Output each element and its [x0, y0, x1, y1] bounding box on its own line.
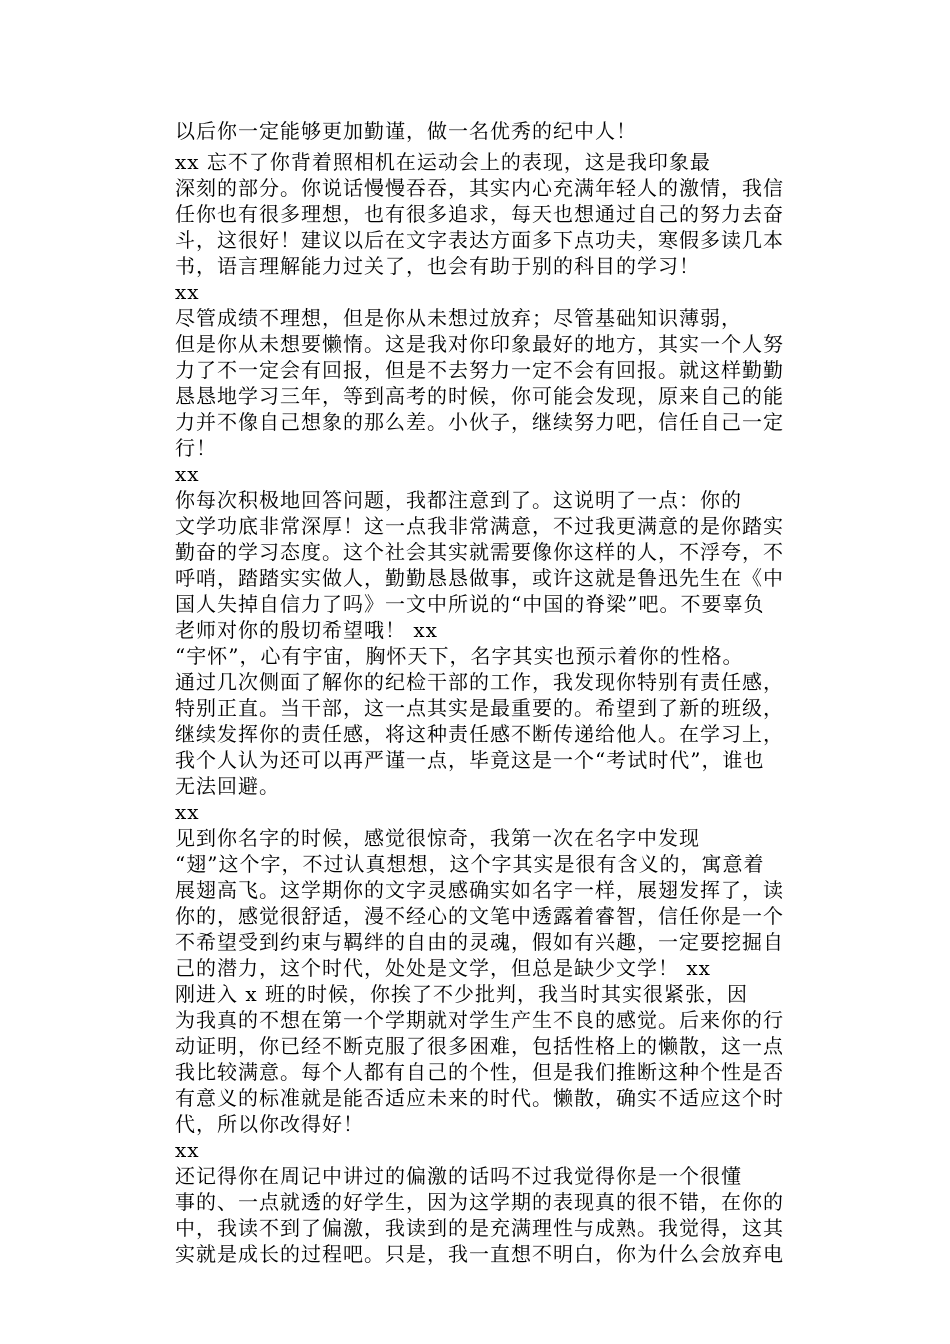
text-line: 力并不像自己想象的那么差。小伙子，继续努力吧，信任自己一定	[175, 410, 784, 434]
text-line: 不希望受到约束与羁绊的自由的灵魂，假如有兴趣，一定要挖掘自	[175, 930, 784, 954]
text-line: xx	[175, 800, 200, 824]
text-line: 还记得你在周记中讲过的偏激的话吗不过我觉得你是一个很懂	[175, 1164, 742, 1188]
text-line: 书，语言理解能力过关了，也会有助于别的科目的学习！	[175, 254, 700, 278]
text-line: 文学功底非常深厚！这一点我非常满意，不过我更满意的是你踏实	[175, 514, 784, 538]
text-line: 中，我读不到了偏激，我读到的是充满理性与成熟。我觉得，这其	[175, 1216, 784, 1240]
text-line: 特别正直。当干部，这一点其实是最重要的。希望到了新的班级，	[175, 696, 784, 720]
text-line: 国人失掉自信力了吗》一文中所说的“中国的脊梁”吧。不要辜负	[175, 592, 765, 616]
text-line: 通过几次侧面了解你的纪检干部的工作，我发现你特别有责任感，	[175, 670, 784, 694]
text-line: xx	[175, 1138, 200, 1162]
text-line: 你每次积极地回答问题，我都注意到了。这说明了一点：你的	[175, 488, 742, 512]
text-line: 继续发挥你的责任感，将这种责任感不断传递给他人。在学习上，	[175, 722, 784, 746]
text-line: 任你也有很多理想，也有很多追求，每天也想通过自己的努力去奋	[175, 202, 784, 226]
text-line: 无法回避。	[175, 774, 280, 798]
text-line: “翅”这个字，不过认真想想，这个字其实是很有含义的，寓意着	[175, 852, 765, 876]
text-line: 恳恳地学习三年，等到高考的时候，你可能会发现，原来自己的能	[175, 384, 784, 408]
text-line: 以后你一定能够更加勤谨，做一名优秀的纪中人！	[175, 119, 637, 143]
text-line: 动证明，你已经不断克服了很多困难，包括性格上的懒散，这一点	[175, 1034, 784, 1058]
text-line: 我个人认为还可以再严谨一点，毕竟这是一个“考试时代”，谁也	[175, 748, 765, 772]
text-line: 老师对你的殷切希望哦！ xx	[175, 618, 438, 642]
text-line: 代，所以你改得好！	[175, 1112, 364, 1136]
text-line: 勤奋的学习态度。这个社会其实就需要像你这样的人，不浮夸，不	[175, 540, 784, 564]
text-line: 呼哨，踏踏实实做人，勤勤恳恳做事，或许这就是鲁迅先生在《中	[175, 566, 784, 590]
text-line: 行！	[175, 436, 217, 460]
text-line: 己的潜力，这个时代，处处是文学，但总是缺少文学！ xx	[175, 956, 711, 980]
text-line: 你的，感觉很舒适，漫不经心的文笔中透露着睿智，信任你是一个	[175, 904, 784, 928]
text-line: 刚进入 x 班的时候，你挨了不少批判，我当时其实很紧张，因	[175, 982, 748, 1006]
text-line: “宇怀”，心有宇宙，胸怀天下，名字其实也预示着你的性格。	[175, 644, 744, 668]
text-line: 展翅高飞。这学期你的文字灵感确实如名字一样，展翅发挥了，读	[175, 878, 784, 902]
text-line: 见到你名字的时候，感觉很惊奇，我第一次在名字中发现	[175, 826, 700, 850]
text-line: 有意义的标准就是能否适应未来的时代。懒散，确实不适应这个时	[175, 1086, 784, 1110]
text-line: 实就是成长的过程吧。只是，我一直想不明白，你为什么会放弃电	[175, 1242, 784, 1266]
text-line: xx	[175, 462, 200, 486]
text-line: 尽管成绩不理想，但是你从未想过放弃；尽管基础知识薄弱，	[175, 306, 742, 330]
text-line: xx	[175, 280, 200, 304]
text-line: 斗，这很好！建议以后在文字表达方面多下点功夫，寒假多读几本	[175, 228, 784, 252]
text-line: 深刻的部分。你说话慢慢吞吞，其实内心充满年轻人的激情，我信	[175, 176, 784, 200]
text-line: 为我真的不想在第一个学期就对学生产生不良的感觉。后来你的行	[175, 1008, 784, 1032]
text-line: xx 忘不了你背着照相机在运动会上的表现，这是我印象最	[175, 150, 711, 174]
text-line: 我比较满意。每个人都有自己的个性，但是我们推断这种个性是否	[175, 1060, 784, 1084]
text-line: 但是你从未想要懒惰。这是我对你印象最好的地方，其实一个人努	[175, 332, 784, 356]
text-line: 事的、一点就透的好学生，因为这学期的表现真的很不错，在你的	[175, 1190, 784, 1214]
text-line: 力了不一定会有回报，但是不去努力一定不会有回报。就这样勤勤	[175, 358, 784, 382]
